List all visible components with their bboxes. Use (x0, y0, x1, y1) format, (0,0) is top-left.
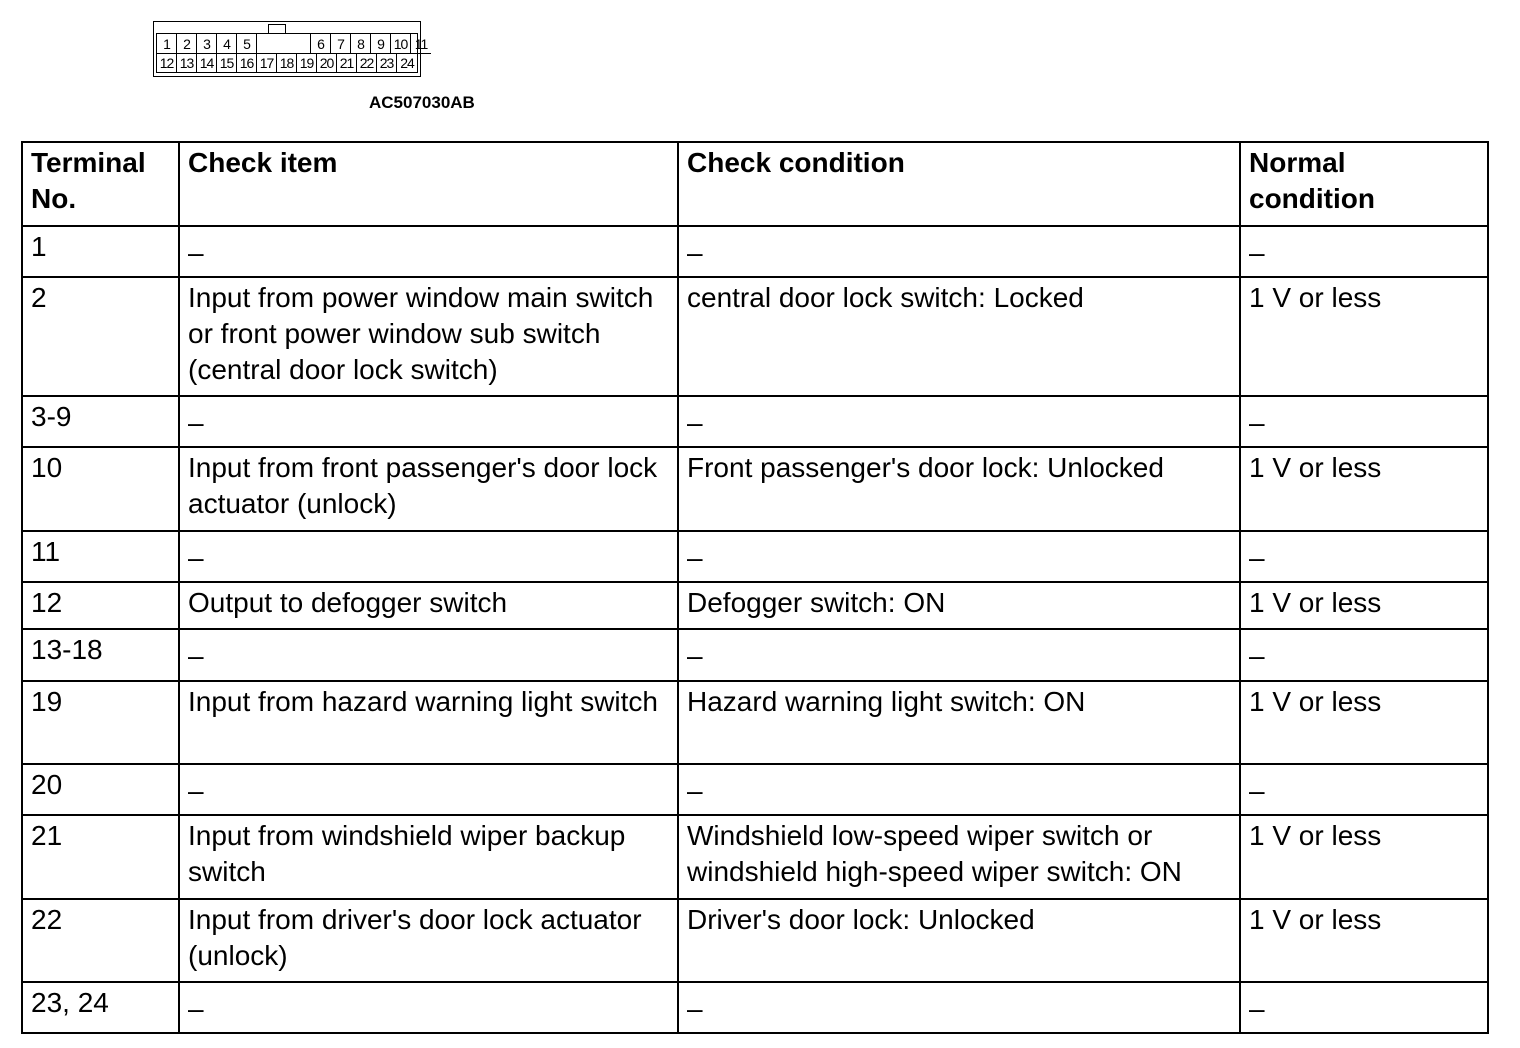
cell-item: Input from hazard warning light switch (179, 681, 678, 764)
connector-pin: 10 (391, 34, 411, 54)
cell-normal (1240, 982, 1488, 1033)
cell-terminal: 11 (22, 531, 179, 582)
table-row (22, 629, 1488, 681)
cell-item (179, 629, 678, 681)
cell-normal (1240, 531, 1488, 582)
terminal-check-table (21, 141, 1489, 1034)
cell-normal: 1 V or less (1240, 899, 1488, 982)
cell-condition (678, 982, 1240, 1033)
cell-condition-text: – (687, 237, 703, 268)
connector-pin: 20 (317, 53, 337, 73)
cell-terminal: 21 (22, 815, 179, 899)
connector-pins-bottom (157, 53, 417, 73)
cell-condition-text: – (687, 775, 703, 806)
cell-condition-text: – (687, 640, 703, 671)
connector-pin: 8 (351, 34, 371, 54)
cell-condition: Front passenger's door lock: Unlocked (678, 447, 1240, 531)
cell-normal: 1 V or less (1240, 447, 1488, 531)
cell-item: Input from windshield wiper backup switch (179, 815, 678, 899)
connector-latch-icon (268, 24, 286, 34)
connector-pin: 3 (197, 34, 217, 54)
header-normal-condition: Normal condition (1240, 142, 1488, 226)
cell-terminal: 19 (22, 681, 179, 764)
cell-normal-text: – (1249, 542, 1265, 573)
cell-terminal: 12 (22, 582, 179, 629)
cell-condition (678, 226, 1240, 277)
cell-item: Input from driver's door lock actuator (unlock) (179, 899, 678, 982)
cell-condition-text: – (687, 993, 703, 1024)
connector-pins-top (157, 34, 431, 54)
connector-pin: 16 (237, 53, 257, 73)
cell-terminal: 2 (22, 277, 179, 396)
cell-terminal: 1 (22, 226, 179, 277)
cell-item (179, 396, 678, 447)
table-row (22, 681, 1488, 764)
connector-pin: 24 (400, 55, 414, 71)
table-row (22, 531, 1488, 582)
connector-pin: 6 (311, 34, 331, 54)
connector-pin-block (156, 33, 428, 73)
cell-normal: 1 V or less (1240, 582, 1488, 629)
connector-pin: 22 (357, 53, 377, 73)
connector-diagram (153, 21, 428, 77)
connector-pin: 14 (197, 53, 217, 73)
cell-normal (1240, 764, 1488, 815)
cell-item-text: – (188, 407, 204, 438)
cell-item-text: – (188, 640, 204, 671)
table-row (22, 277, 1488, 396)
cell-normal (1240, 629, 1488, 681)
cell-terminal: 10 (22, 447, 179, 531)
connector-pin: 18 (277, 53, 297, 73)
connector-pin: 13 (177, 53, 197, 73)
cell-item-text: – (188, 993, 204, 1024)
cell-terminal: 22 (22, 899, 179, 982)
cell-item: Input from front passenger's door lock actuator (unlock) (179, 447, 678, 531)
cell-terminal: 20 (22, 764, 179, 815)
table-row (22, 899, 1488, 982)
cell-terminal: 3-9 (22, 396, 179, 447)
cell-normal-text: – (1249, 993, 1265, 1024)
cell-normal-text: – (1249, 237, 1265, 268)
connector-pin: 11 (411, 34, 431, 54)
connector-pin: 4 (217, 34, 237, 54)
header-check-condition: Check condition (678, 142, 1240, 226)
cell-condition: Hazard warning light switch: ON (678, 681, 1240, 764)
connector-pin: 15 (217, 53, 237, 73)
table-row (22, 982, 1488, 1033)
cell-condition: central door lock switch: Locked (678, 277, 1240, 396)
connector-pin: 17 (257, 53, 277, 73)
cell-normal-text: – (1249, 775, 1265, 806)
table-row (22, 396, 1488, 447)
header-terminal-no: Terminal No. (22, 142, 179, 226)
diagram-code: AC507030AB (369, 93, 475, 112)
cell-condition (678, 629, 1240, 681)
cell-item: Input from power window main switch or front power window sub switch (central door lock switch) (179, 277, 678, 396)
connector-key-gap (257, 34, 311, 54)
cell-condition: Driver's door lock: Unlocked (678, 899, 1240, 982)
table-header-row (22, 142, 1488, 226)
cell-condition: Windshield low-speed wiper switch or windshield high-speed wiper switch: ON (678, 815, 1240, 899)
cell-normal-text: – (1249, 640, 1265, 671)
connector-pin: 9 (371, 34, 391, 54)
connector-pin: 2 (177, 34, 197, 54)
cell-condition: Defogger switch: ON (678, 582, 1240, 629)
cell-terminal: 13-18 (22, 629, 179, 681)
connector-pin: 7 (331, 34, 351, 54)
connector-pin: 21 (337, 53, 357, 73)
cell-item (179, 226, 678, 277)
cell-normal (1240, 226, 1488, 277)
connector-pin: 5 (237, 34, 257, 54)
cell-condition (678, 764, 1240, 815)
cell-normal: 1 V or less (1240, 277, 1488, 396)
table-row (22, 226, 1488, 277)
cell-terminal: 23, 24 (22, 982, 179, 1033)
header-check-item: Check item (179, 142, 678, 226)
cell-item (179, 531, 678, 582)
cell-normal: 1 V or less (1240, 681, 1488, 764)
cell-condition-text: – (687, 542, 703, 573)
cell-condition (678, 396, 1240, 447)
cell-item: Output to defogger switch (179, 582, 678, 629)
connector-pin: 12 (157, 53, 177, 73)
cell-normal: 1 V or less (1240, 815, 1488, 899)
cell-normal (1240, 396, 1488, 447)
cell-normal-text: – (1249, 407, 1265, 438)
table-row (22, 815, 1488, 899)
connector-pin: 1 (157, 34, 177, 54)
table-row (22, 764, 1488, 815)
connector-pin: 23 (377, 53, 397, 73)
table-row (22, 447, 1488, 531)
connector-pin: 19 (297, 53, 317, 73)
cell-condition-text: – (687, 407, 703, 438)
cell-item-text: – (188, 237, 204, 268)
cell-condition (678, 531, 1240, 582)
cell-item-text: – (188, 542, 204, 573)
cell-item (179, 982, 678, 1033)
cell-item-text: – (188, 775, 204, 806)
cell-item (179, 764, 678, 815)
table-row (22, 582, 1488, 629)
